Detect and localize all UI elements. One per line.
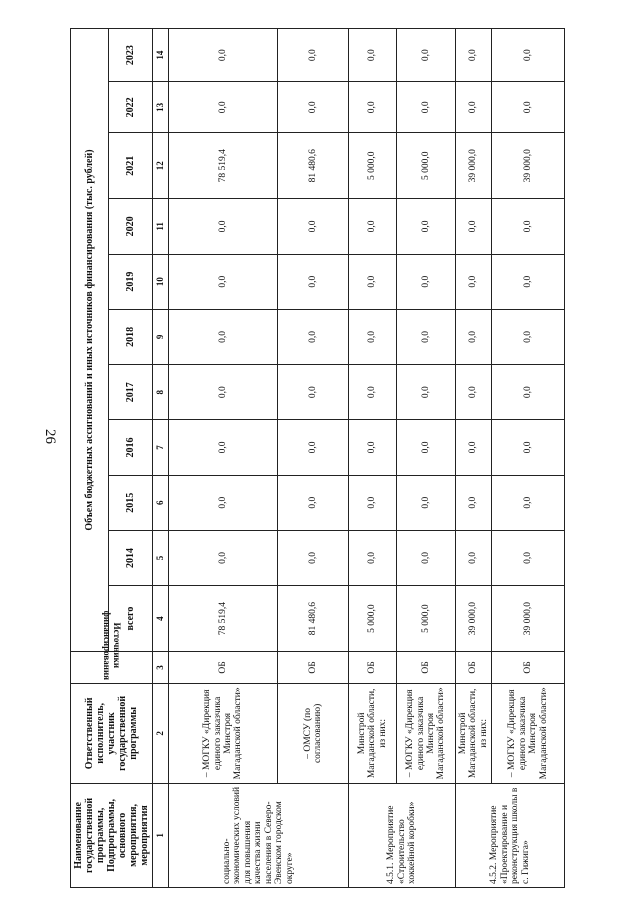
cell-value: 0,0 [456, 420, 492, 475]
cell-value: 0,0 [456, 199, 492, 254]
cell-value: 39 000,0 [456, 586, 492, 652]
cell-value: 0,0 [492, 530, 565, 585]
cell-value: 0,0 [456, 475, 492, 530]
header-year: 2023 [109, 29, 153, 82]
column-number: 6 [153, 475, 169, 530]
cell-value: 0,0 [492, 475, 565, 530]
header-year: 2019 [109, 254, 153, 309]
cell-value: 0,0 [397, 475, 456, 530]
header-year: 2014 [109, 530, 153, 585]
column-number: 9 [153, 309, 169, 364]
cell-value: 0,0 [492, 365, 565, 420]
cell-value: 0,0 [169, 475, 278, 530]
cell-value: 0,0 [349, 199, 397, 254]
cell-value: 0,0 [278, 29, 349, 82]
table-row [169, 29, 278, 888]
column-number: 4 [153, 586, 169, 652]
cell-value: 0,0 [456, 530, 492, 585]
cell-value: 0,0 [169, 254, 278, 309]
table-row [492, 29, 565, 888]
row-source: ОБ [492, 652, 565, 684]
row-source: ОБ [456, 652, 492, 684]
row-executor: – МОГКУ «Дирекция единого заказчика Минстроя Магаданской области» [397, 683, 456, 783]
table-row [456, 29, 492, 888]
column-number: 5 [153, 530, 169, 585]
cell-value: 0,0 [397, 530, 456, 585]
cell-value: 78 519,4 [169, 133, 278, 199]
cell-value: 81 480,6 [278, 133, 349, 199]
header-name: Наименование государственной программы, Подпрограммы, основного мероприятия, мероприятия [71, 783, 153, 887]
cell-value: 0,0 [349, 82, 397, 133]
column-number: 11 [153, 199, 169, 254]
cell-value: 5 000,0 [397, 133, 456, 199]
header-funding-group: Объем бюджетных ассигнований и иных источников финансирования (тыс. рублей) [71, 29, 109, 652]
cell-value: 0,0 [397, 309, 456, 364]
cell-value: 81 480,6 [278, 586, 349, 652]
cell-value: 0,0 [278, 365, 349, 420]
cell-value: 0,0 [397, 365, 456, 420]
header-row-1 [71, 29, 109, 888]
header-year: 2017 [109, 365, 153, 420]
column-number: 1 [153, 783, 169, 887]
cell-value: 5 000,0 [397, 586, 456, 652]
cell-value: 0,0 [349, 365, 397, 420]
header-year: 2016 [109, 420, 153, 475]
cell-value: 0,0 [397, 82, 456, 133]
header-year: 2015 [109, 475, 153, 530]
cell-value: 0,0 [456, 82, 492, 133]
cell-value: 0,0 [278, 530, 349, 585]
cell-value: 0,0 [169, 365, 278, 420]
header-year: 2020 [109, 199, 153, 254]
cell-value: 0,0 [397, 254, 456, 309]
header-year: 2021 [109, 133, 153, 199]
table-row [397, 29, 456, 888]
row-name: социально-экономических условий для повышения качества жизни населения в Северо-Эвенском городском округе» [169, 783, 349, 887]
cell-value: 0,0 [492, 309, 565, 364]
page-number: 26 [42, 429, 58, 444]
row-executor: – ОМСУ (по согласованию) [278, 683, 349, 783]
cell-value: 39 000,0 [492, 586, 565, 652]
funding-table [70, 28, 565, 888]
row-source: ОБ [169, 652, 278, 684]
cell-value: 0,0 [169, 309, 278, 364]
row-name: 4.5.2. Мероприятие «Проектирование и реконструкция школы в с. Гижига» [456, 783, 565, 887]
column-number: 2 [153, 683, 169, 783]
cell-value: 0,0 [456, 365, 492, 420]
header-year: всего [109, 586, 153, 652]
cell-value: 0,0 [349, 475, 397, 530]
cell-value: 0,0 [349, 29, 397, 82]
cell-value: 0,0 [349, 254, 397, 309]
cell-value: 0,0 [278, 420, 349, 475]
cell-value: 0,0 [492, 199, 565, 254]
column-number: 13 [153, 82, 169, 133]
row-executor: – МОГКУ «Дирекция единого заказчика Минстроя Магаданской области» [169, 683, 278, 783]
cell-value: 0,0 [397, 199, 456, 254]
cell-value: 0,0 [492, 82, 565, 133]
header-year: 2022 [109, 82, 153, 133]
cell-value: 0,0 [397, 420, 456, 475]
funding-table-sheet [70, 28, 549, 888]
table-row [278, 29, 349, 888]
column-numbers-row [153, 29, 169, 888]
row-executor: Минстрой Магаданской области, из них: [349, 683, 397, 783]
column-number: 7 [153, 420, 169, 475]
cell-value: 0,0 [492, 29, 565, 82]
row-executor: Минстрой Магаданской области, из них: [456, 683, 492, 783]
table-row [349, 29, 397, 888]
cell-value: 0,0 [278, 475, 349, 530]
cell-value: 5 000,0 [349, 586, 397, 652]
column-number: 3 [153, 652, 169, 684]
cell-value: 0,0 [397, 29, 456, 82]
cell-value: 0,0 [169, 82, 278, 133]
row-executor: – МОГКУ «Дирекция единого заказчика Минстроя Магаданской области» [492, 683, 565, 783]
row-source: ОБ [278, 652, 349, 684]
cell-value: 5 000,0 [349, 133, 397, 199]
cell-value: 0,0 [169, 29, 278, 82]
cell-value: 0,0 [278, 309, 349, 364]
cell-value: 0,0 [492, 254, 565, 309]
column-number: 10 [153, 254, 169, 309]
column-number: 12 [153, 133, 169, 199]
cell-value: 0,0 [169, 530, 278, 585]
cell-value: 0,0 [456, 29, 492, 82]
cell-value: 0,0 [456, 254, 492, 309]
row-name: 4.5.1. Мероприятие «Строительство хоккейной коробки» [349, 783, 456, 887]
cell-value: 0,0 [278, 254, 349, 309]
cell-value: 39 000,0 [492, 133, 565, 199]
cell-value: 0,0 [278, 199, 349, 254]
cell-value: 0,0 [169, 420, 278, 475]
row-source: ОБ [349, 652, 397, 684]
cell-value: 39 000,0 [456, 133, 492, 199]
header-year: 2018 [109, 309, 153, 364]
cell-value: 0,0 [349, 530, 397, 585]
header-executor: Ответственный исполнитель, участник государственной программы [71, 683, 153, 783]
cell-value: 0,0 [349, 420, 397, 475]
cell-value: 0,0 [456, 309, 492, 364]
row-source: ОБ [397, 652, 456, 684]
cell-value: 0,0 [349, 309, 397, 364]
column-number: 14 [153, 29, 169, 82]
cell-value: 78 519,4 [169, 586, 278, 652]
cell-value: 0,0 [492, 420, 565, 475]
cell-value: 0,0 [278, 82, 349, 133]
column-number: 8 [153, 365, 169, 420]
cell-value: 0,0 [169, 199, 278, 254]
header-source: Источники финансирования [71, 652, 153, 684]
